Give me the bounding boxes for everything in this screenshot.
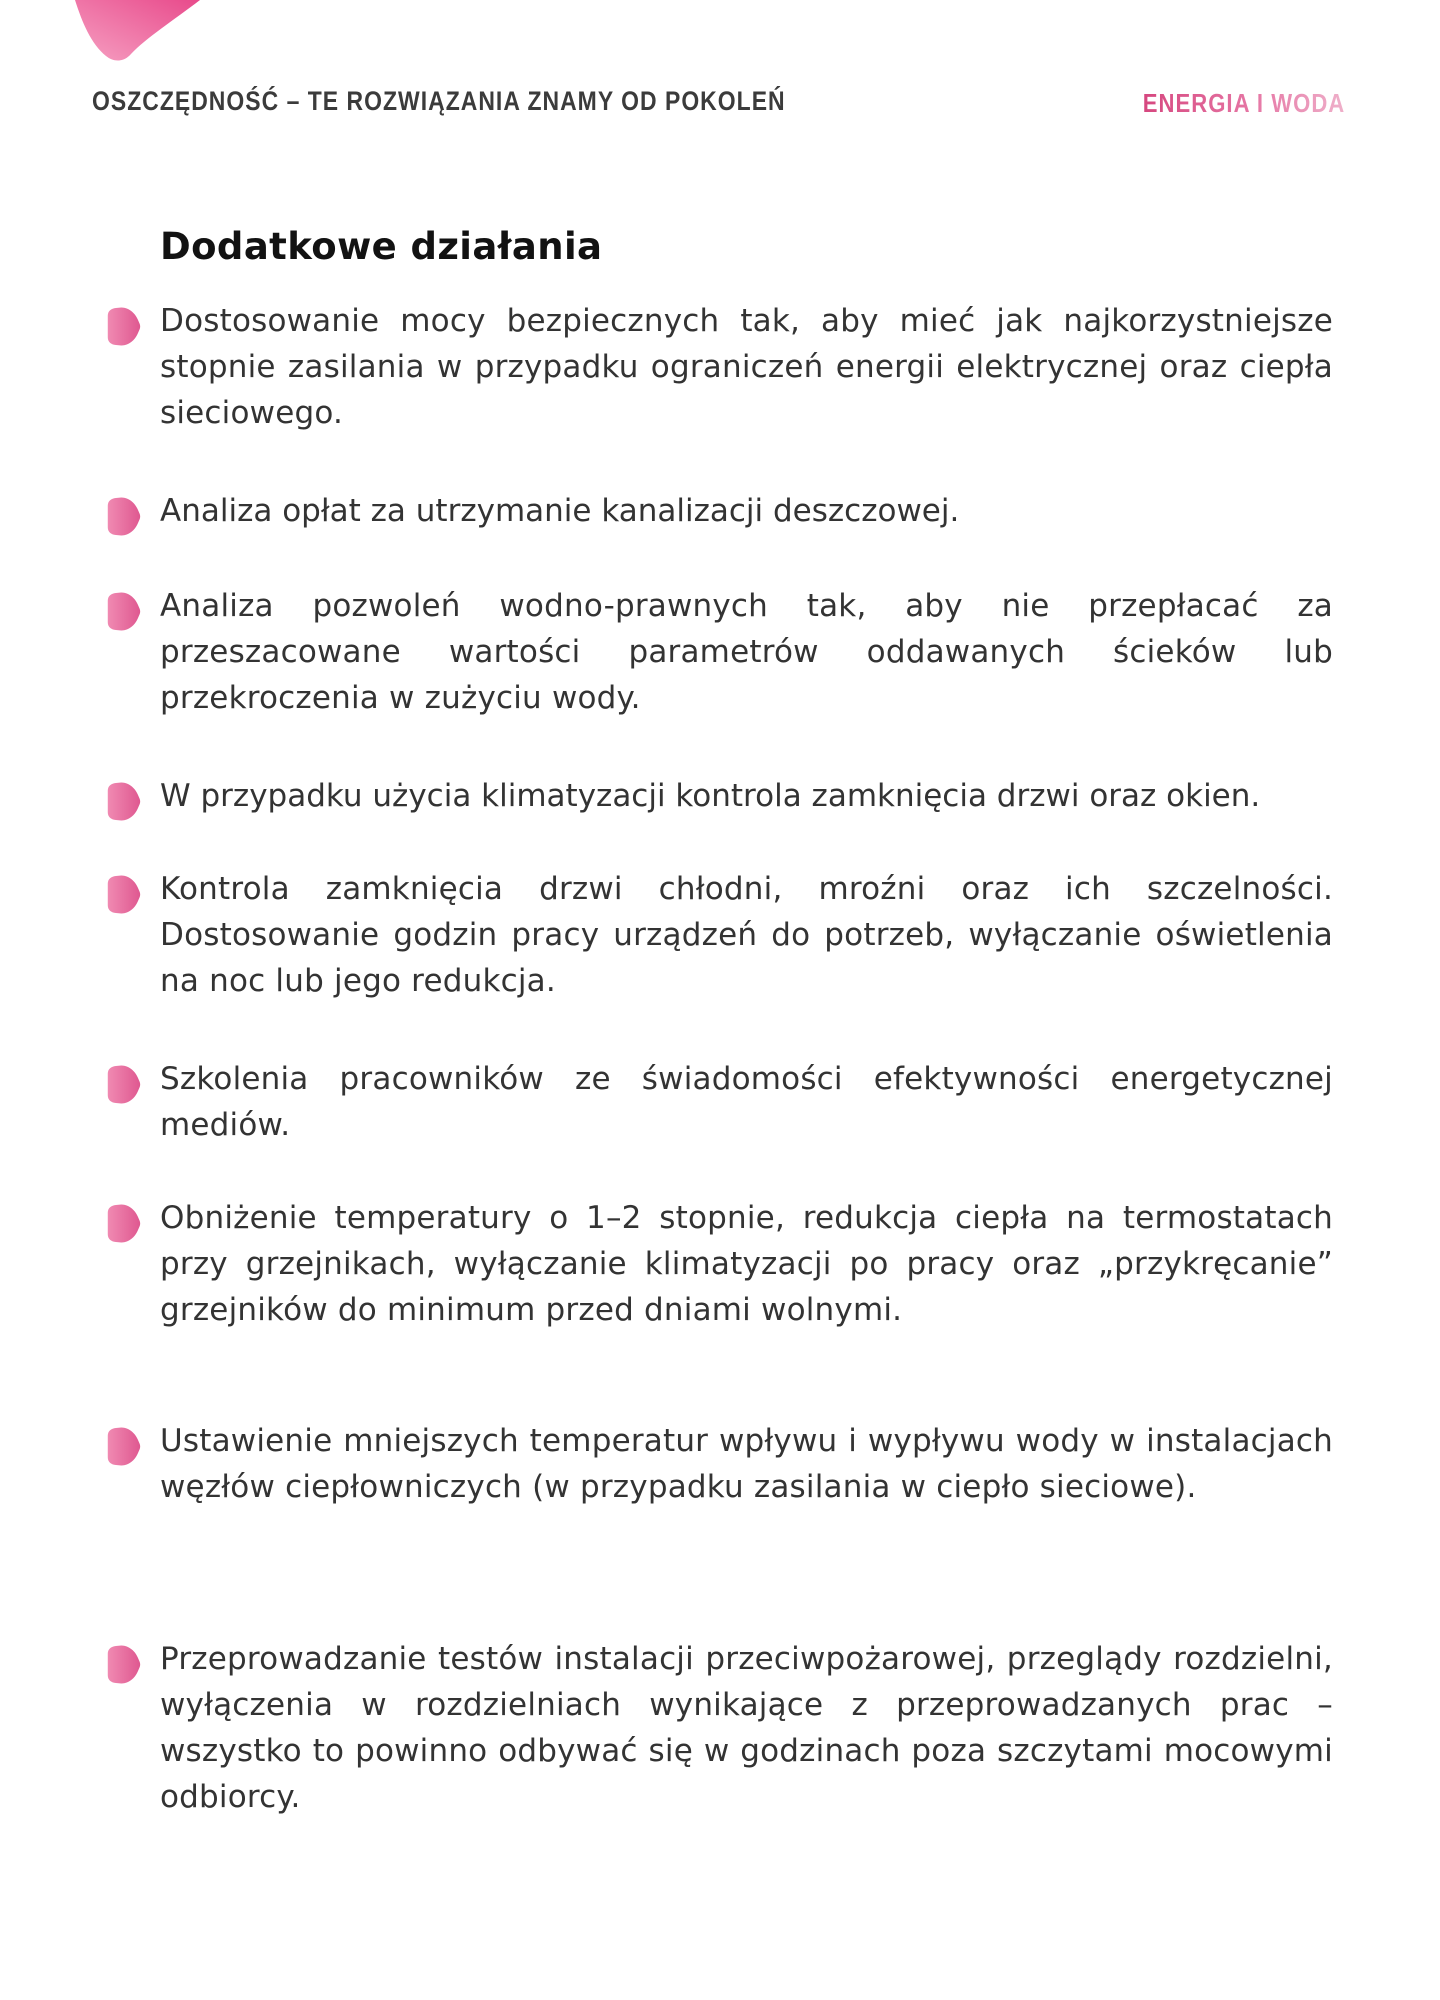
bullet-petal-icon (103, 1643, 143, 1686)
list-item (103, 773, 1333, 823)
bullet-text: Obniżenie temperatury o 1–2 stopnie, redukcja ciepła na termostatach przy grzejnikach, wyłączanie klimatyzacji po pracy oraz „przykręcanie” grzejników do minimum przed dniami wolnymi. (160, 1200, 1333, 1328)
bullet-petal-icon (103, 305, 143, 348)
bullet-text: Ustawienie mniejszych temperatur wpływu i wypływu wody w instalacjach węzłów ciepłowniczych (w przypadku zasilania w ciepło sieciowe). (160, 1423, 1333, 1505)
page-title: Dodatkowe działania (160, 224, 603, 268)
header-chapter-label: ENERGIA I WODA (1142, 88, 1345, 118)
list-item (103, 1195, 1333, 1333)
list-item (103, 866, 1333, 1004)
list-item (103, 298, 1333, 436)
bullet-text: Kontrola zamknięcia drzwi chłodni, mroźni oraz ich szczelności. Dostosowanie godzin pracy urządzeń do potrzeb, wyłączanie oświetlenia na noc lub jego redukcja. (160, 871, 1333, 999)
bullet-text: Szkolenia pracowników ze świadomości efektywności energetycznej mediów. (160, 1061, 1333, 1143)
bullet-text: Analiza opłat za utrzymanie kanalizacji deszczowej. (160, 493, 960, 529)
list-item (103, 1056, 1333, 1148)
bullet-text: W przypadku użycia klimatyzacji kontrola zamknięcia drzwi oraz okien. (160, 778, 1261, 814)
list-item (103, 1636, 1333, 1820)
list-item (103, 1418, 1333, 1510)
list-item (103, 488, 1333, 538)
bullet-petal-icon (103, 495, 143, 538)
bullet-petal-icon (103, 1425, 143, 1468)
bullet-text: Analiza pozwoleń wodno-prawnych tak, aby nie przepłacać za przeszacowane wartości parametrów oddawanych ścieków lub przekroczenia w zużyciu wody. (160, 588, 1333, 716)
header-section-label: OSZCZĘDNOŚĆ – TE ROZWIĄZANIA ZNAMY OD POKOLEŃ (92, 86, 786, 116)
bullet-petal-icon (103, 1063, 143, 1106)
bullet-petal-icon (103, 873, 143, 916)
list-item (103, 583, 1333, 721)
bullet-petal-icon (103, 1202, 143, 1245)
bullet-petal-icon (103, 590, 143, 633)
bullet-petal-icon (103, 780, 143, 823)
bullet-text: Przeprowadzanie testów instalacji przeciwpożarowej, przeglądy rozdzielni, wyłączenia w rozdzielniach wynikające z przeprowadzanych prac – wszystko to powinno odbywać się w godzinach poza szczytami mocowymi odbiorcy. (160, 1641, 1333, 1815)
corner-petal-decoration-icon (58, 0, 208, 70)
bullet-text: Dostosowanie mocy bezpiecznych tak, aby mieć jak najkorzystniejsze stopnie zasilania w przypadku ograniczeń energii elektrycznej oraz ciepła sieciowego. (160, 303, 1333, 431)
